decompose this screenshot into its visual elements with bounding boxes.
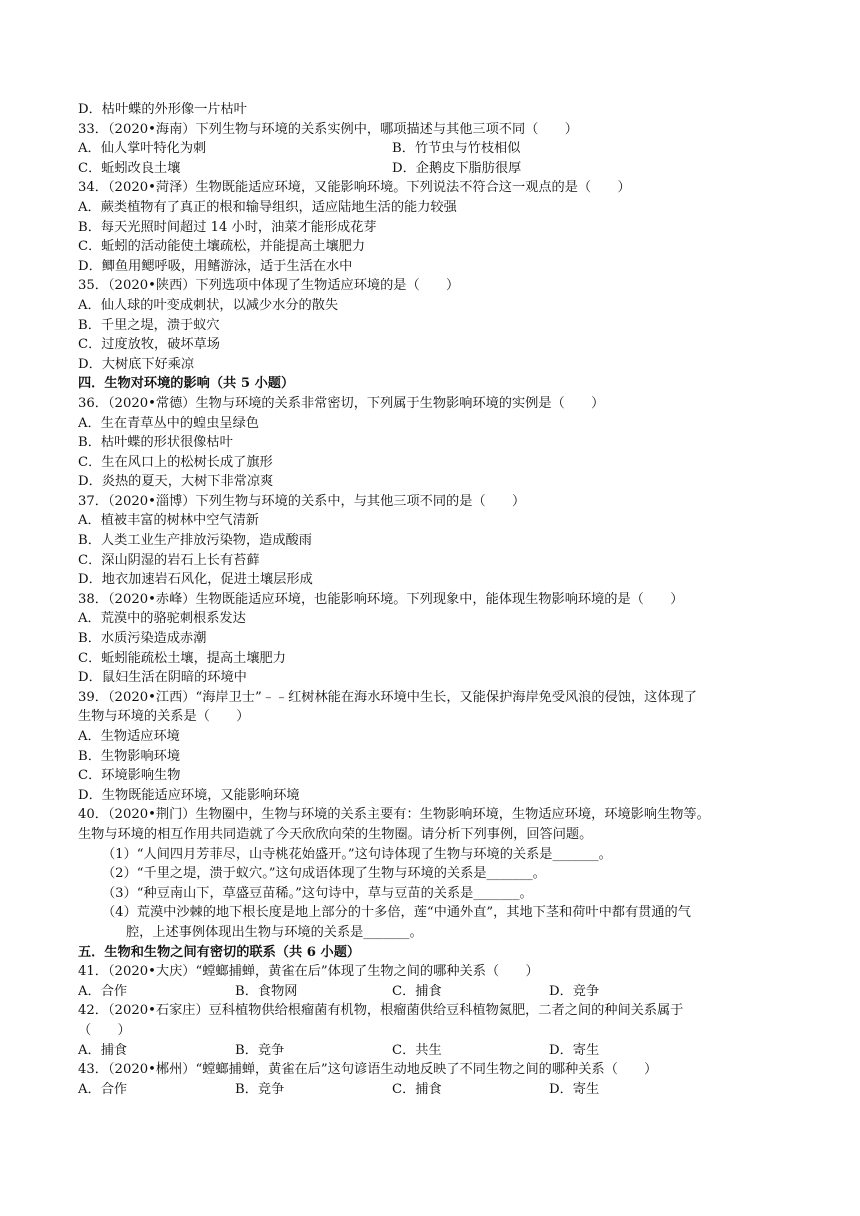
question-line: B．生物影响环境 bbox=[78, 748, 181, 764]
sub-question-line: 腔，上述事例体现出生物与环境的关系是_______。 bbox=[126, 924, 423, 940]
answer-option: B．竞争 bbox=[235, 1081, 285, 1097]
question-line: （ ） bbox=[78, 1022, 131, 1038]
answer-option: C．蚯蚓改良土壤 bbox=[78, 160, 181, 176]
option-row bbox=[78, 1041, 790, 1061]
question-line: B．人类工业生产排放污染物，造成酸雨 bbox=[78, 533, 312, 549]
answer-option: A．合作 bbox=[78, 983, 128, 999]
question-line: B．千里之堤，溃于蚁穴 bbox=[78, 317, 220, 333]
question-line: 33．（2020•海南）下列生物与环境的关系实例中，哪项描述与其他三项不同（ ） bbox=[78, 121, 578, 137]
question-line: 36．（2020•常德）生物与环境的关系非常密切，下列属于生物影响环境的实例是（ ） bbox=[78, 395, 605, 411]
question-line: B．每天光照时间超过 14 小时，油菜才能形成花芽 bbox=[78, 219, 377, 235]
question-line: A．蕨类植物有了真正的根和输导组织，适应陆地生活的能力较强 bbox=[78, 199, 457, 215]
question-line: C．过度放牧，破坏草场 bbox=[78, 337, 220, 353]
section-heading: 四．生物对环境的影响（共 5 小题） bbox=[78, 376, 295, 392]
question-line: 生物与环境的关系是（ ） bbox=[78, 709, 250, 725]
answer-option: D．寄生 bbox=[549, 1042, 600, 1058]
question-line: 37．（2020•淄博）下列生物与环境的关系中，与其他三项不同的是（ ） bbox=[78, 493, 526, 509]
question-line: C．环境影响生物 bbox=[78, 768, 181, 784]
sub-question-line: （1）“人间四月芳菲尽，山寺桃花始盛开。”这句诗体现了生物与环境的关系是_______。 bbox=[102, 846, 612, 862]
question-line: 40．（2020•荆门）生物圈中，生物与环境的关系主要有：生物影响环境，生物适应环境，环境影响生物等。 bbox=[78, 807, 710, 823]
question-line: C．蚯蚓的活动能使土壤疏松，并能提高土壤肥力 bbox=[78, 239, 366, 255]
question-line: D．鼠妇生活在阴暗的环境中 bbox=[78, 670, 247, 686]
sub-question-line: （2）“千里之堤，溃于蚁穴。”这句成语体现了生物与环境的关系是_______。 bbox=[102, 866, 546, 882]
question-line: C．蚯蚓能疏松土壤，提高土壤肥力 bbox=[78, 650, 286, 666]
question-line: C．深山阴湿的岩石上长有苔藓 bbox=[78, 552, 260, 568]
answer-option: B．竞争 bbox=[235, 1042, 285, 1058]
question-line: 生物与环境的相互作用共同造就了今天欣欣向荣的生物圈。请分析下列事例，回答问题。 bbox=[78, 826, 593, 842]
answer-option: A．捕食 bbox=[78, 1042, 128, 1058]
question-line: A．植被丰富的树林中空气清新 bbox=[78, 513, 259, 529]
sub-question-line: （4）荒漠中沙棘的地下根长度是地上部分的十多倍，莲“中通外直”，其地下茎和荷叶中都有贯通的气 bbox=[102, 905, 691, 921]
question-line: D．鲫鱼用鳃呼吸，用鳍游泳，适于生活在水中 bbox=[78, 258, 353, 274]
option-row bbox=[78, 139, 790, 159]
answer-option: B．竹节虫与竹枝相似 bbox=[392, 141, 521, 157]
question-line: D．炎热的夏天，大树下非常凉爽 bbox=[78, 474, 274, 490]
question-line: D．大树底下好乘凉 bbox=[78, 356, 195, 372]
option-row bbox=[78, 982, 790, 1002]
question-line: A．仙人球的叶变成刺状，以减少水分的散失 bbox=[78, 297, 339, 313]
answer-option: D．企鹅皮下脂肪很厚 bbox=[392, 160, 522, 176]
question-line: D．生物既能适应环境，又能影响环境 bbox=[78, 787, 300, 803]
exam-document bbox=[78, 100, 790, 1099]
answer-option: C．共生 bbox=[392, 1042, 442, 1058]
option-row bbox=[78, 159, 790, 179]
question-line: D．地衣加速岩石风化，促进土壤层形成 bbox=[78, 572, 313, 588]
option-row bbox=[78, 1080, 790, 1100]
question-line: C．生在风口上的松树长成了旗形 bbox=[78, 454, 273, 470]
answer-option: D．寄生 bbox=[549, 1081, 600, 1097]
question-line: 42．（2020•石家庄）豆科植物供给根瘤菌有机物，根瘤菌供给豆科植物氮肥，二者之间的种间关系属于 bbox=[78, 1003, 684, 1019]
question-line: A．生物适应环境 bbox=[78, 729, 180, 744]
answer-option: A．合作 bbox=[78, 1081, 128, 1097]
question-line: 43．（2020•郴州）“螳螂捕蝉，黄雀在后”这句谚语生动地反映了不同生物之间的哪种关系（ ） bbox=[78, 1062, 658, 1078]
section-heading: 五．生物和生物之间有密切的联系（共 6 小题） bbox=[78, 944, 361, 960]
sub-question-line: （3）“种豆南山下，草盛豆苗稀。”这句诗中，草与豆苗的关系是_______。 bbox=[102, 885, 533, 901]
answer-option: B．食物网 bbox=[235, 983, 298, 999]
question-line: 34．（2020•菏泽）生物既能适应环境，又能影响环境。下列说法不符合这一观点的是（ ） bbox=[78, 180, 631, 196]
question-line: 35．（2020•陕西）下列选项中体现了生物适应环境的是（ ） bbox=[78, 278, 460, 294]
question-line: A．生在青草丛中的蝗虫呈绿色 bbox=[78, 415, 259, 431]
question-line: 38．（2020•赤峰）生物既能适应环境，也能影响环境。下列现象中，能体现生物影响环境的是（ ） bbox=[78, 591, 684, 607]
answer-option: C．捕食 bbox=[392, 1081, 442, 1097]
answer-option: D．竞争 bbox=[549, 983, 600, 999]
question-line: A．荒漠中的骆驼刺根系发达 bbox=[78, 611, 246, 627]
question-line: B．水质污染造成赤潮 bbox=[78, 631, 207, 647]
answer-option: A．仙人掌叶特化为刺 bbox=[78, 141, 207, 157]
question-line: B．枯叶蝶的形状很像枯叶 bbox=[78, 435, 233, 451]
question-line: D．枯叶蝶的外形像一片枯叶 bbox=[78, 102, 247, 117]
answer-option: C．捕食 bbox=[392, 983, 442, 999]
question-line: 39．（2020•江西）“海岸卫士”﹣﹣红树林能在海水环境中生长，又能保护海岸免受风浪的侵蚀，这体现了 bbox=[78, 689, 697, 705]
question-line: 41．（2020•大庆）“螳螂捕蝉，黄雀在后”体现了生物之间的哪种关系（ ） bbox=[78, 964, 539, 980]
